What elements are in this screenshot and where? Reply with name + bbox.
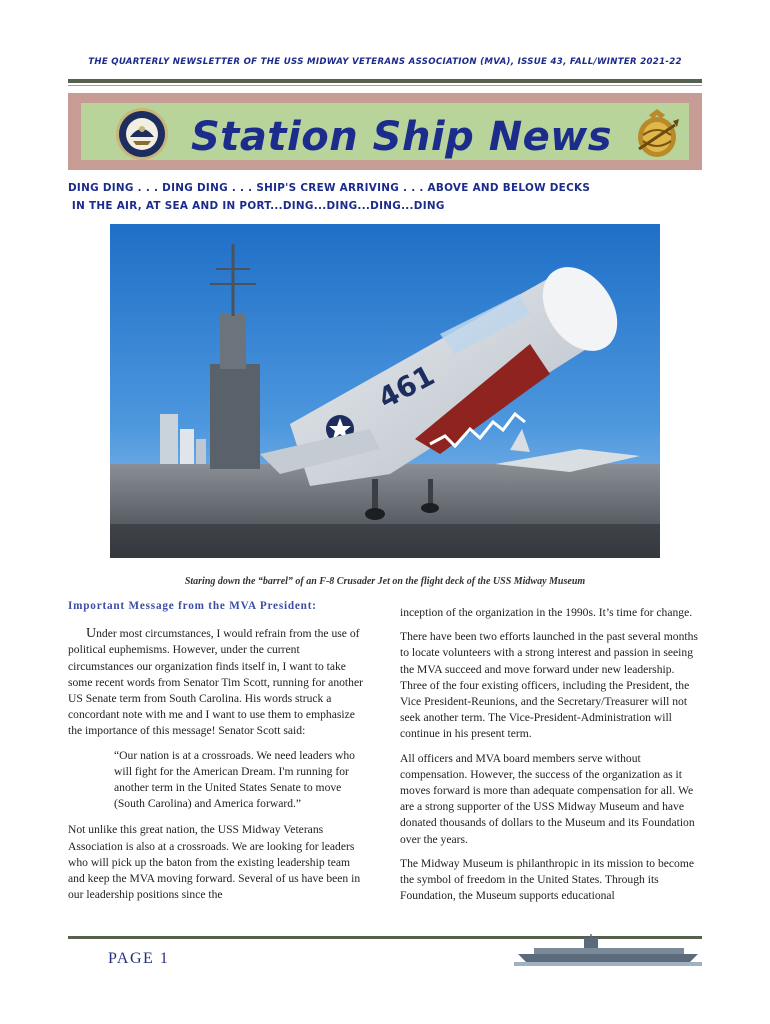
crusader-jet-photo: [110, 224, 660, 558]
headline-line-1: DING DING . . . DING DING . . . SHIP'S CREW ARRIVING . . . ABOVE AND BELOW DECKS: [68, 182, 591, 194]
masthead-banner: [68, 93, 702, 170]
right-paragraph-4: The Midway Museum is philanthropic in its mission to become the symbol of freedom in the United States. Through its Foundation, the Museum supports educational: [400, 856, 694, 903]
right-paragraph-2: There have been two efforts launched in the past several months to locate volunteers with a strong interest and passion in seeing the MVA succeed and move forward under new leadership. Three of the four existing officers, including the President, the Vice President-Reunions, and the Secretary/Treasurer will not seek another term. The Vice-President-Administration will continue in his present term.: [400, 630, 698, 741]
left-paragraph-1: Under most circumstances, I would refrain from the use of political euphemisms. However, under the current circumstances our organization finds itself in, I want to take some recent words from Senator Tim Scott, running for another US Senate term from South Carolina. His words struck a concordant note with me and I want to use them to emphasize the importance of this message! Senator Scott said:: [68, 626, 363, 738]
headline-line-2: IN THE AIR, AT SEA AND IN PORT...DING...DING...DING...DING: [68, 200, 445, 212]
header-rule: [68, 79, 702, 83]
right-column: [400, 605, 702, 912]
right-paragraph-1: inception of the organization in the 1990s. It’s time for change.: [400, 606, 693, 619]
right-paragraph-3: All officers and MVA board members serve without compensation. However, the success of the organization as it moves forward is more than adequate compensation for all. We are a strong supporter of the USS Midway Museum and have donated thousands of dollars to the Museum and its Foundation over the years.: [400, 751, 695, 846]
left-column: [68, 598, 364, 911]
header-rule-thin: [68, 85, 702, 86]
photo-caption: Staring down the “barrel” of an F-8 Crusader Jet on the flight deck of the USS Midway Museum: [184, 576, 586, 587]
aircraft-number: 461: [372, 358, 440, 416]
newsletter-tagline: THE QUARTERLY NEWSLETTER OF THE USS MIDWAY VETERANS ASSOCIATION (MVA), ISSUE 43, FALL/WINTER 2021-22: [88, 57, 682, 67]
aircraft-carrier-icon: [514, 934, 702, 966]
masthead-inner: [81, 103, 689, 160]
hero-photo: [110, 224, 660, 558]
president-message-subhead: Important Message from the MVA President:: [68, 600, 317, 612]
left-paragraph-2: Not unlike this great nation, the USS Midway Veterans Association is also at a crossroads. We are looking for leaders who will pick up the baton from the existing leadership team and keep the MVA moving forward. Several of us have been in our leadership positions since the: [68, 823, 361, 902]
masthead-title: Station Ship News: [191, 114, 613, 160]
senator-quote: “Our nation is at a crossroads. We need leaders who will fight for the American Dream. I'm running for another term in the United States Senate to move (South Carolina) and America forward.”: [114, 748, 355, 811]
navy-seal-icon: [115, 107, 169, 161]
page-number: PAGE 1: [108, 950, 170, 967]
marine-corps-emblem-icon: [629, 105, 685, 163]
